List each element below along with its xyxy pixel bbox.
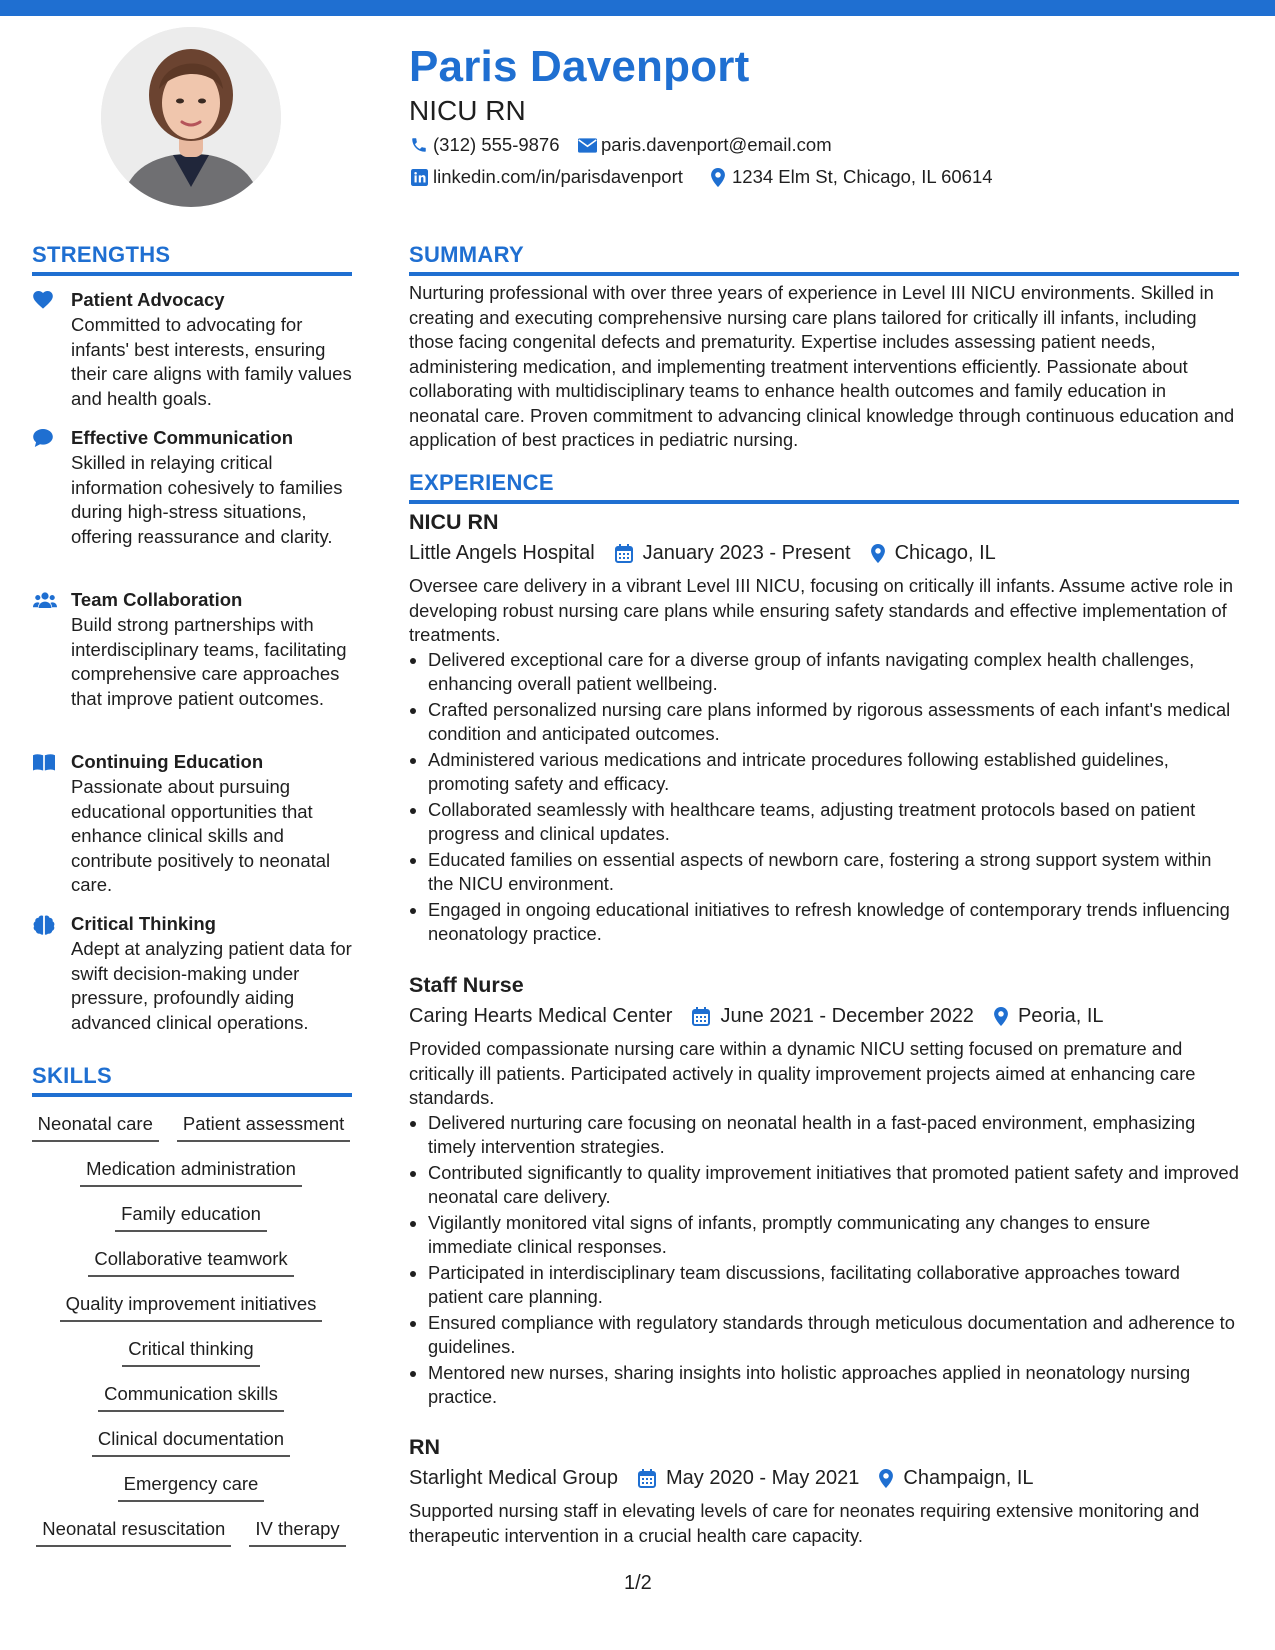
job-bullet: • Ensured compliance with regulatory standards through meticulous documentation and adherence to guidelines. (428, 1311, 1239, 1360)
job-bullet: • Participated in interdisciplinary team discussions, facilitating collaborative approaches toward patient care planning. (428, 1261, 1239, 1310)
map-pin-icon (994, 1007, 1008, 1026)
strength-description: Adept at analyzing patient data for swift decision-making under pressure, profoundly aiding advanced clinical operations. (71, 938, 352, 1033)
map-pin-icon (871, 544, 885, 563)
employer: Little Angels Hospital (409, 542, 595, 564)
employer: Caring Hearts Medical Center (409, 1005, 673, 1027)
summary-rule (409, 272, 1239, 276)
experience-heading: EXPERIENCE (409, 470, 554, 495)
job-bullet: • Collaborated seamlessly with healthcare teams, adjusting treatment protocols based on patient progress and clinical updates. (428, 798, 1239, 847)
job-entry (409, 1435, 1239, 1548)
top-accent-bar (0, 0, 1275, 16)
strength-description: Committed to advocating for infants' best interests, ensuring their care aligns with family values and health goals. (71, 314, 352, 409)
job-meta (409, 1005, 1239, 1028)
summary-heading: SUMMARY (409, 242, 524, 267)
contact-address (708, 166, 993, 188)
job-description: Oversee care delivery in a vibrant Level III NICU, focusing on critically ill infants. Assume active role in developing robust nursing care plans while ensuring safety standards and effective implementation of treatments. (409, 575, 1234, 645)
skills-row (30, 1428, 352, 1457)
skill-tag: Quality improvement initiatives (60, 1293, 323, 1322)
book-icon (33, 753, 57, 773)
job-entry (409, 973, 1239, 1411)
job-location: Chicago, IL (894, 542, 996, 564)
job-dates: May 2020 - May 2021 (665, 1467, 860, 1489)
skills-row (30, 1338, 352, 1367)
job-bullets (409, 1111, 1239, 1410)
linkedin-icon (409, 167, 429, 187)
skills-row (30, 1203, 352, 1232)
strength-description: Build strong partnerships with interdisciplinary teams, facilitating comprehensive care approaches that improve patient outcomes. (71, 614, 347, 709)
employer: Starlight Medical Group (409, 1467, 618, 1489)
skill-tag: Family education (115, 1203, 267, 1232)
job-title: RN (409, 1435, 441, 1459)
skill-tag: Patient assessment (177, 1113, 350, 1142)
skills-row (30, 1473, 352, 1502)
skill-tag: Medication administration (80, 1158, 302, 1187)
job-bullet: • Crafted personalized nursing care plans informed by rigorous assessments of each infant's medical condition and anticipated outcomes. (428, 698, 1239, 747)
strength-title: Patient Advocacy (71, 289, 225, 310)
strength-title: Effective Communication (71, 427, 294, 448)
job-dates: January 2023 - Present (642, 542, 851, 564)
job-bullet: • Delivered exceptional care for a diverse group of infants navigating complex health challenges, enhancing overall patient wellbeing. (428, 648, 1239, 697)
skills-row (30, 1293, 352, 1322)
skills-row (30, 1518, 352, 1547)
job-bullets (409, 648, 1239, 947)
profile-photo (101, 27, 281, 207)
skills-row (30, 1158, 352, 1187)
job-bullet: • Contributed significantly to quality improvement initiatives that promoted patient safety and improved neonatal care delivery. (428, 1161, 1239, 1210)
job-bullet: • Delivered nurturing care focusing on neonatal health in a fast-paced environment, emphasizing timely intervention strategies. (428, 1111, 1239, 1160)
skill-tag: Critical thinking (122, 1338, 259, 1367)
phone-icon (409, 135, 429, 155)
job-title: Staff Nurse (409, 973, 524, 997)
heart-icon (33, 291, 57, 311)
skills-row (30, 1383, 352, 1412)
page-number: 1/2 (624, 1572, 652, 1594)
job-bullet: • Educated families on essential aspects of newborn care, fostering a strong support system within the NICU environment. (428, 848, 1239, 897)
address-text: 1234 Elm St, Chicago, IL 60614 (732, 166, 993, 187)
avatar (101, 27, 281, 207)
job-dates: June 2021 - December 2022 (720, 1005, 974, 1027)
calendar-icon (615, 544, 633, 563)
job-bullet: • Administered various medications and intricate procedures following established guidelines, promoting safety and efficacy. (428, 748, 1239, 797)
job-title: NICU RN (409, 510, 499, 534)
email-link[interactable]: paris.davenport@email.com (601, 134, 832, 155)
skill-tag: Collaborative teamwork (88, 1248, 293, 1277)
strengths-heading: STRENGTHS (32, 242, 171, 267)
candidate-name: Paris Davenport (409, 42, 750, 91)
strength-description: Passionate about pursuing educational opportunities that enhance clinical skills and contribute positively to neonatal care. (71, 776, 331, 895)
job-meta (409, 1467, 1239, 1490)
job-entry (409, 510, 1239, 948)
job-bullet: • Mentored new nurses, sharing insights into holistic approaches applied in neonatology nursing practice. (428, 1361, 1239, 1410)
linkedin-link[interactable]: linkedin.com/in/parisdavenport (433, 166, 683, 187)
skill-tag: IV therapy (249, 1518, 345, 1547)
users-icon (33, 591, 57, 611)
summary-text: Nurturing professional with over three years of experience in Level III NICU environments. Skilled in creating and executing comprehensive nursing care plans tailored for critically ill infants, including those facing congenital defects and prematurity. Expertise includes assessing patient needs, administering medication, and implementing treatment interventions efficiently. Passionate about collaborating with multidisciplinary teams to enhance health outcomes and family education in neonatal care. Proven commitment to advancing clinical knowledge through continuous education and application of best practices in pediatric nursing. (409, 282, 1235, 450)
skills-row (30, 1113, 352, 1142)
phone-text[interactable]: (312) 555-9876 (433, 134, 560, 155)
strengths-rule (32, 272, 352, 276)
strength-title: Continuing Education (71, 751, 264, 772)
skills-rule (32, 1093, 352, 1097)
candidate-title: NICU RN (409, 95, 526, 126)
chat-bubble-icon (33, 429, 57, 449)
skill-tag: Communication skills (98, 1383, 284, 1412)
calendar-icon (692, 1007, 710, 1026)
job-location: Champaign, IL (903, 1467, 1034, 1489)
skill-tag: Emergency care (118, 1473, 265, 1502)
contact-linkedin (409, 166, 683, 188)
map-pin-icon (879, 1469, 893, 1488)
brain-icon (33, 915, 57, 935)
strength-title: Team Collaboration (71, 589, 243, 610)
skill-tag: Clinical documentation (92, 1428, 290, 1457)
map-pin-icon (708, 167, 728, 187)
job-bullet: • Vigilantly monitored vital signs of infants, promptly communicating any changes to ensure immediate clinical responses. (428, 1211, 1239, 1260)
job-location: Peoria, IL (1017, 1005, 1104, 1027)
skills-row (30, 1248, 352, 1277)
skill-tag: Neonatal care (32, 1113, 159, 1142)
contact-phone (409, 134, 560, 156)
calendar-icon (638, 1469, 656, 1488)
experience-rule (409, 500, 1239, 504)
envelope-icon (577, 135, 597, 155)
contact-email (577, 134, 832, 156)
job-description: Supported nursing staff in elevating levels of care for neonates requiring extensive monitoring and therapeutic intervention in a crucial health care capacity. (409, 1500, 1200, 1546)
skill-tag: Neonatal resuscitation (36, 1518, 231, 1547)
strength-title: Critical Thinking (71, 913, 216, 934)
job-meta (409, 542, 1239, 565)
skills-heading: SKILLS (32, 1063, 113, 1088)
job-description: Provided compassionate nursing care within a dynamic NICU setting focused on premature and critically ill patients. Participated actively in quality improvement projects aimed at enhancing care standards. (409, 1038, 1196, 1108)
strength-description: Skilled in relaying critical information cohesively to families during high-stress situations, offering reassurance and clarity. (71, 452, 343, 547)
job-bullet: • Engaged in ongoing educational initiatives to refresh knowledge of contemporary trends influencing neonatology practice. (428, 898, 1239, 947)
